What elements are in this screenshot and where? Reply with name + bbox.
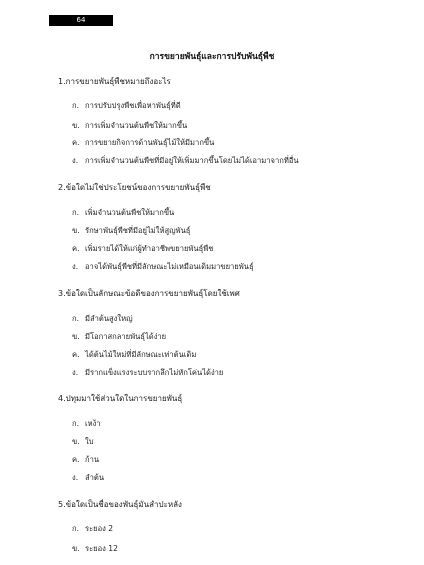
choice-letter: ข. [72,437,80,446]
choice-letter: ค. [72,350,80,359]
question-4: 4.ปทุมมาใช้ส่วนใดในการขยายพันธุ์ [58,394,183,403]
page-number: 64 [76,16,86,24]
choice-letter: ค. [72,455,80,464]
choice-letter: ค. [72,138,80,147]
choice-letter: ค. [72,244,80,253]
choice-letter: ก. [72,314,80,323]
question-1-choice-c [72,137,214,149]
question-4-choice-a [72,418,101,430]
choice-text: มีรากแข็งแรงระบบรากลึกไม่หักโค่นได้ง่าย [85,368,224,377]
choice-letter: ง. [72,368,79,377]
document-title: การขยายพันธุ์และการปรับพันธุ์พืช [149,52,275,62]
question-4-choice-c [72,454,99,466]
question-3-choice-b [72,331,166,343]
choice-text: รักษาพันธุ์พืชที่มีอยู่ไม่ให้สูญพันธุ์ [85,226,191,235]
question-1-choice-d [72,155,299,167]
choice-text: ได้ต้นไม้ใหม่ที่มีลักษณะเท่าต้นเดิม [85,350,197,359]
choice-text: มีโอกาสกลายพันธุ์ได้ง่าย [85,332,167,341]
page-number-bar [49,15,113,26]
choice-letter: ข. [72,226,80,235]
choice-text: ใบ [85,437,94,446]
question-5: 5.ข้อใดเป็นชื่อของพันธุ์มันสำปะหลัง [58,500,182,509]
choice-text: เพิ่มจำนวนต้นพืชให้มากขึ้น [85,208,175,217]
question-1-choice-b [72,120,187,132]
choice-letter: ง. [72,473,79,482]
choice-text: ระยอง 2 [85,524,114,533]
question-2-choice-a [72,207,174,219]
choice-text: เพิ่มรายได้ให้แก่ผู้ทำอาชีพขยายพันธุ์พืช [85,244,214,253]
choice-letter: ง. [72,262,79,271]
choice-text: การเพิ่มจำนวนต้นพืชให้มากขึ้น [85,121,188,130]
choice-letter: ก. [72,208,80,217]
question-3-choice-d [72,367,223,379]
question-4-choice-d [72,472,104,484]
choice-text: มีลำต้นสูงใหญ่ [85,314,133,323]
question-2-choice-d [72,261,254,273]
question-3: 3.ข้อใดเป็นลักษณะข้อดีของการขยายพันธุ์โดยใช้เพศ [58,289,240,298]
question-3-choice-c [72,349,196,361]
question-5-choice-a [72,523,113,535]
choice-text: ลำต้น [85,473,105,482]
choice-text: เหง้า [85,419,101,428]
choice-letter: ก. [72,101,80,110]
choice-text: การปรับปรุงพืชเพื่อหาพันธุ์ที่ดี [85,101,181,110]
choice-text: การขยายกิจการด้านพันธุ์ไม้ให้มีมากขึ้น [85,138,215,147]
choice-text: ระยอง 12 [85,544,118,553]
question-1: 1.การขยายพันธุ์พืชหมายถึงอะไร [58,77,171,86]
choice-letter: ง. [72,156,79,165]
question-2-choice-b [72,225,190,237]
choice-text: การเพิ่มจำนวนต้นพืชที่มีอยู่ให้เพิ่มมากขึ้นโดยไม่ได้เอามาจากที่อื่น [85,156,299,165]
choice-text: อาจได้พันธุ์พืชที่มีลักษณะไม่เหมือนเดิมมาขยายพันธุ์ [85,262,254,271]
question-2: 2.ข้อใดไม่ใช่ประโยชน์ของการขยายพันธุ์พืช [58,183,211,192]
choice-letter: ก. [72,419,80,428]
choice-letter: ข. [72,121,80,130]
choice-letter: ข. [72,332,80,341]
question-4-choice-b [72,436,94,448]
question-3-choice-a [72,313,133,325]
choice-letter: ข. [72,544,80,553]
question-1-choice-a [72,100,181,112]
choice-text: ก้าน [85,455,100,464]
question-2-choice-c [72,243,213,255]
question-5-choice-b [72,543,118,555]
choice-letter: ก. [72,524,80,533]
